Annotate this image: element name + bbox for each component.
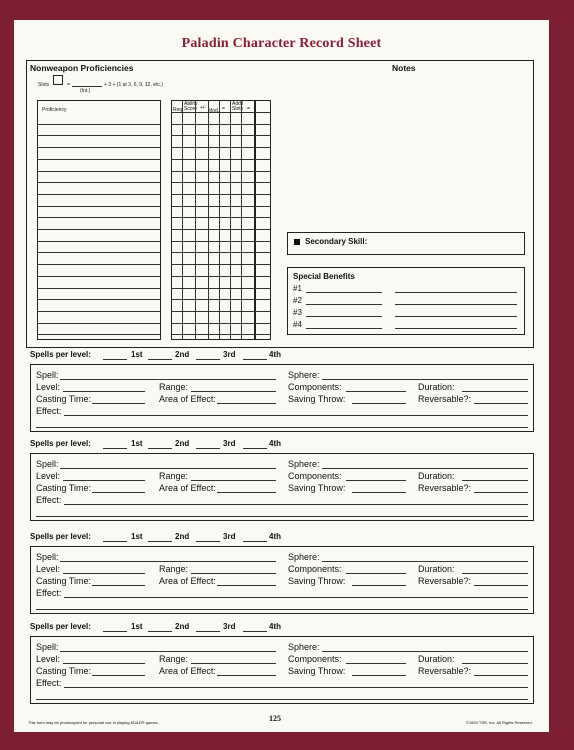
spell-level-label: 3rd [223,622,236,631]
spell-level-label: 4th [269,532,281,541]
benefit-label: #4 [293,320,302,329]
spells-count-field[interactable] [243,448,267,449]
casting-time-label: Casting Time: [36,666,92,676]
sphere-field[interactable] [322,379,528,380]
slots-formula: + 3 + (1 at 3, 6, 9, 12, etc.) [104,82,163,88]
benefit-field-2[interactable] [395,328,517,329]
record-sheet-page [14,20,549,732]
components-field[interactable] [346,480,406,481]
effect-label: Effect: [36,406,62,416]
proficiency-row-line[interactable] [37,252,161,253]
components-field[interactable] [346,391,406,392]
components-label: Components: [288,564,342,574]
grid-row-line[interactable] [171,135,271,136]
casting-time-label: Casting Time: [36,576,92,586]
spell-level-label: 1st [131,532,143,541]
casting-time-field[interactable] [92,403,145,404]
grid-row-line[interactable] [171,171,271,172]
grid-row-line[interactable] [171,124,271,125]
effect-label: Effect: [36,588,62,598]
col-ability-score: Ability Score [184,101,198,112]
saving-throw-field[interactable] [352,675,406,676]
slots-int-label: (Int.) [80,88,91,94]
benefit-field[interactable] [306,316,382,317]
spell-level-label: 2nd [175,439,190,448]
components-field[interactable] [346,663,406,664]
spell-label: Spell: [36,370,59,380]
saving-throw-label: Saving Throw: [288,483,346,493]
spell-field[interactable] [60,561,276,562]
benefit-field-2[interactable] [395,304,517,305]
reversible-label: Reversable?: [418,666,472,676]
proficiency-row-line[interactable] [37,334,161,335]
level-label: Level: [36,382,61,392]
duration-field[interactable] [462,480,528,481]
effect-field[interactable] [64,687,528,688]
level-label: Level: [36,564,61,574]
components-label: Components: [288,471,342,481]
spells-count-field[interactable] [243,541,267,542]
grid-row-line[interactable] [171,252,271,253]
spells-per-level-label: Spells per level: [30,350,91,359]
spell-label: Spell: [36,459,59,469]
benefit-label: #3 [293,308,302,317]
benefit-label: #1 [293,284,302,293]
grid-row-line[interactable] [171,241,271,242]
grid-row-line[interactable] [171,159,271,160]
col-mod-right: = [222,106,225,112]
duration-label: Duration: [418,654,455,664]
duration-field[interactable] [462,573,528,574]
bullet-square-icon [294,239,300,245]
proficiency-row-line[interactable] [37,241,161,242]
effect-field[interactable] [64,504,528,505]
proficiency-row-line[interactable] [37,288,161,289]
spell-level-label: 4th [269,439,281,448]
area-of-effect-label: Area of Effect: [159,394,216,404]
spells-count-field[interactable] [103,359,127,360]
spells-count-field[interactable] [148,448,172,449]
duration-label: Duration: [418,471,455,481]
slots-box[interactable] [53,75,63,85]
proficiency-row-line[interactable] [37,147,161,148]
components-label: Components: [288,382,342,392]
reversible-field[interactable] [474,585,528,586]
duration-field[interactable] [462,391,528,392]
secondary-skill-label: Secondary Skill: [305,237,368,246]
spells-count-field[interactable] [148,359,172,360]
benefit-field[interactable] [306,292,382,293]
level-label: Level: [36,471,61,481]
spell-level-label: 3rd [223,350,236,359]
col-proficiency: Proficiency [42,107,67,113]
spells-count-field[interactable] [243,359,267,360]
proficiency-row-line[interactable] [37,124,161,125]
footer-notice: This form may be photocopied for personal use in playing AD&D® games. [28,720,159,725]
proficiency-row-line[interactable] [37,323,161,324]
grid-header-line [171,112,271,113]
nwp-heading: Nonweapon Proficiencies [30,63,134,73]
page-number: 125 [269,714,281,723]
spell-field[interactable] [60,468,276,469]
spells-count-field[interactable] [103,631,127,632]
spells-count-field[interactable] [196,631,220,632]
saving-throw-label: Saving Throw: [288,394,346,404]
spells-count-field[interactable] [103,448,127,449]
grid-row-line[interactable] [171,288,271,289]
proficiency-row-line[interactable] [37,194,161,195]
level-field[interactable] [63,663,145,664]
proficiency-row-line[interactable] [37,171,161,172]
level-label: Level: [36,654,61,664]
grid-row-line[interactable] [171,194,271,195]
grid-row-line[interactable] [171,334,271,335]
grid-row-line[interactable] [171,217,271,218]
spells-per-level-label: Spells per level: [30,532,91,541]
benefit-label: #2 [293,296,302,305]
effect-field-line-2[interactable] [36,516,528,517]
proficiency-row-line[interactable] [37,299,161,300]
range-label: Range: [159,382,189,392]
area-of-effect-field[interactable] [217,675,276,676]
sphere-label: Sphere: [288,552,320,562]
spell-level-label: 1st [131,350,143,359]
area-of-effect-field[interactable] [217,403,276,404]
spell-label: Spell: [36,552,59,562]
proficiency-row-line[interactable] [37,229,161,230]
sphere-label: Sphere: [288,459,320,469]
proficiency-row-line[interactable] [37,159,161,160]
reversible-label: Reversable?: [418,576,472,586]
slots-int-field[interactable] [72,86,102,87]
spell-level-label: 1st [131,439,143,448]
reversible-field[interactable] [474,403,528,404]
level-field[interactable] [63,480,145,481]
proficiency-row-line[interactable] [37,135,161,136]
spell-level-label: 2nd [175,532,190,541]
proficiency-row-line[interactable] [37,206,161,207]
casting-time-field[interactable] [92,585,145,586]
range-label: Range: [159,654,189,664]
spells-count-field[interactable] [196,448,220,449]
casting-time-label: Casting Time: [36,394,92,404]
grid-row-line[interactable] [171,311,271,312]
benefit-field[interactable] [306,328,382,329]
spells-count-field[interactable] [243,631,267,632]
spells-count-field[interactable] [148,541,172,542]
duration-label: Duration: [418,564,455,574]
casting-time-field[interactable] [92,675,145,676]
grid-row-line[interactable] [171,229,271,230]
reversible-label: Reversable?: [418,394,472,404]
spells-per-level-label: Spells per level: [30,439,91,448]
reversible-field[interactable] [474,675,528,676]
grid-row-line[interactable] [171,299,271,300]
level-field[interactable] [63,573,145,574]
range-field[interactable] [191,391,276,392]
duration-label: Duration: [418,382,455,392]
spell-label: Spell: [36,642,59,652]
level-field[interactable] [63,391,145,392]
col-mod: Mod. [208,108,220,114]
col-mod-left: +/- [200,105,206,111]
grid-row-line[interactable] [171,147,271,148]
proficiency-row-line[interactable] [37,311,161,312]
grid-row-line[interactable] [171,323,271,324]
special-benefits-label: Special Benefits [293,272,355,281]
spells-per-level-label: Spells per level: [30,622,91,631]
col-add-slots: Add'l Slots [232,101,244,112]
proficiency-row-line[interactable] [37,264,161,265]
effect-field[interactable] [64,597,528,598]
range-field[interactable] [191,573,276,574]
col-equals: = [247,106,250,112]
sphere-field[interactable] [322,561,528,562]
spells-count-field[interactable] [196,541,220,542]
grid-row-line[interactable] [171,182,271,183]
area-of-effect-field[interactable] [217,492,276,493]
sphere-label: Sphere: [288,370,320,380]
spell-level-label: 1st [131,622,143,631]
casting-time-field[interactable] [92,492,145,493]
page-title: Paladin Character Record Sheet [181,36,382,51]
casting-time-label: Casting Time: [36,483,92,493]
reversible-label: Reversable?: [418,483,472,493]
spell-field[interactable] [60,651,276,652]
area-of-effect-field[interactable] [217,585,276,586]
slots-equals: = [67,82,70,88]
duration-field[interactable] [462,663,528,664]
range-label: Range: [159,471,189,481]
range-field[interactable] [191,480,276,481]
notes-heading: Notes [392,63,416,73]
proficiency-row-line[interactable] [37,217,161,218]
grid-row-line[interactable] [171,276,271,277]
spell-level-label: 3rd [223,532,236,541]
spells-count-field[interactable] [148,631,172,632]
saving-throw-label: Saving Throw: [288,666,346,676]
sphere-field[interactable] [322,468,528,469]
area-of-effect-label: Area of Effect: [159,483,216,493]
sphere-field[interactable] [322,651,528,652]
proficiency-row-line[interactable] [37,182,161,183]
saving-throw-field[interactable] [352,492,406,493]
spell-level-label: 4th [269,622,281,631]
reversible-field[interactable] [474,492,528,493]
area-of-effect-label: Area of Effect: [159,666,216,676]
effect-label: Effect: [36,678,62,688]
components-label: Components: [288,654,342,664]
components-field[interactable] [346,573,406,574]
effect-field[interactable] [64,415,528,416]
spells-count-field[interactable] [103,541,127,542]
slots-label: Slots [38,82,50,88]
footer-copyright: ©1994 TSR, Inc. All Rights Reserved. [466,720,533,725]
saving-throw-field[interactable] [352,403,406,404]
effect-field-line-2[interactable] [36,699,528,700]
grid-row-line[interactable] [171,206,271,207]
grid-row-line[interactable] [171,264,271,265]
effect-label: Effect: [36,495,62,505]
effect-field-line-2[interactable] [36,609,528,610]
benefit-field[interactable] [306,304,382,305]
spell-field[interactable] [60,379,276,380]
proficiency-row-line[interactable] [37,276,161,277]
effect-field-line-2[interactable] [36,427,528,428]
benefit-field-2[interactable] [395,292,517,293]
spell-level-label: 2nd [175,622,190,631]
range-field[interactable] [191,663,276,664]
spell-level-label: 4th [269,350,281,359]
area-of-effect-label: Area of Effect: [159,576,216,586]
col-req: Req. [173,107,184,113]
range-label: Range: [159,564,189,574]
spell-level-label: 2nd [175,350,190,359]
sphere-label: Sphere: [288,642,320,652]
saving-throw-field[interactable] [352,585,406,586]
spell-level-label: 3rd [223,439,236,448]
spells-count-field[interactable] [196,359,220,360]
benefit-field-2[interactable] [395,316,517,317]
saving-throw-label: Saving Throw: [288,576,346,586]
